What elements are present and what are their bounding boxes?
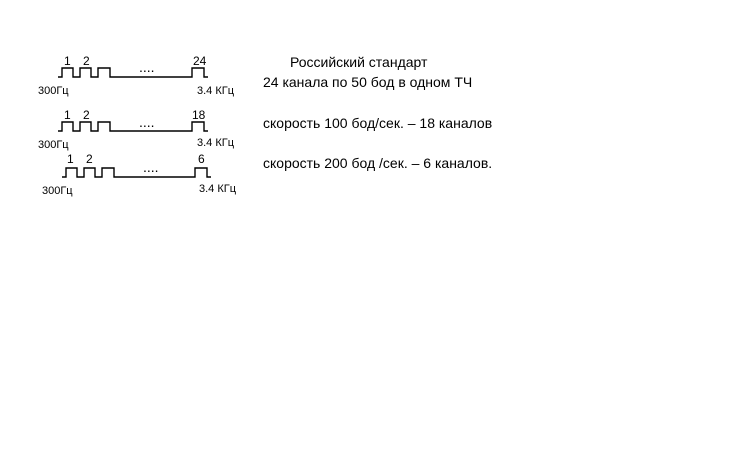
channel-1-label: 1: [64, 108, 71, 122]
channel-2-label: 2: [83, 108, 90, 122]
freq-low-label: 300Гц: [38, 139, 69, 151]
standard-title: Российский стандарт: [290, 54, 428, 70]
channel-2-label: 2: [83, 54, 90, 68]
ellipsis: ....: [139, 114, 155, 130]
channel-2-label: 2: [86, 152, 93, 166]
band-row-24-channels: [38, 54, 235, 97]
channel-last-label: 6: [198, 152, 205, 166]
freq-low-label: 300Гц: [42, 185, 73, 197]
freq-high-label: 3.4 КГц: [199, 183, 237, 195]
freq-low-label: 300Гц: [38, 85, 69, 97]
channel-1-label: 1: [64, 54, 71, 68]
channel-last-label: 18: [192, 108, 206, 122]
band-baseline-row-1: [58, 68, 208, 77]
channel-1-label: 1: [67, 152, 74, 166]
ellipsis: ....: [143, 159, 159, 175]
standard-subtitle: 24 канала по 50 бод в одном ТЧ: [263, 74, 473, 90]
freq-high-label: 3.4 КГц: [197, 85, 235, 97]
band-baseline-row-3: [62, 168, 211, 177]
band-baseline-row-2: [58, 122, 208, 131]
rate-200-description: скорость 200 бод /сек. – 6 каналов.: [263, 155, 493, 171]
freq-high-label: 3.4 КГц: [197, 137, 235, 149]
band-row-18-channels: [38, 108, 235, 151]
rate-100-description: скорость 100 бод/сек. – 18 каналов: [263, 115, 493, 131]
ellipsis: ....: [139, 59, 155, 75]
channel-last-label: 24: [193, 54, 207, 68]
band-row-6-channels: [42, 152, 237, 197]
